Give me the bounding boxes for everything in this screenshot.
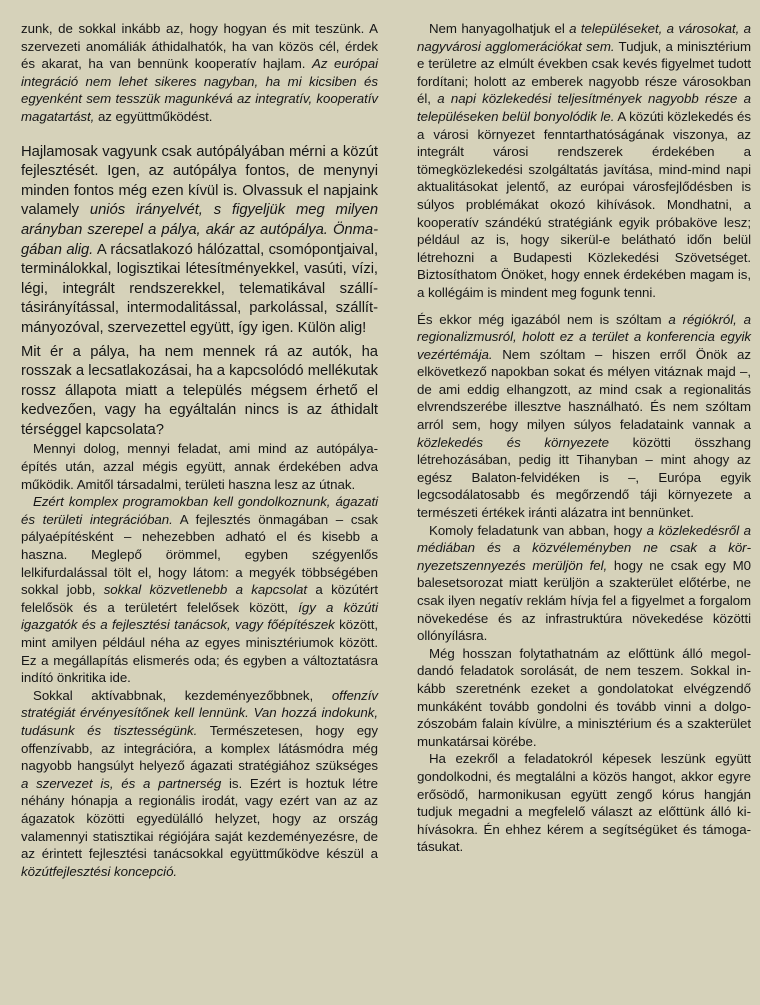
text-run: A fejlesztés önmagában – csak pályaépítésként – nehezebben adható el és kisebb a haszna. Meglepő örömmel, egyben szégyenlős lelkifurdalással tölt el, hogy látom: a megyék többségében sokkal jobb, <box>21 511 378 598</box>
italic-run: közlekedés és környezete <box>417 434 609 450</box>
text-run: Tudjuk, a minisztérium e területre az elmúlt években csak kevés figyelmet tudott fordítani; holott az emberek nagyobb része városokban él, <box>417 38 751 107</box>
paragraph <box>21 493 378 687</box>
text-run: Még hosszan folytathatnám az előttünk álló megoldandó feladatok sorolását, de nem teszem. Sokkal inkább szeretnénk ezeket a gondolatokat elvégzendő munkáként tovább gondolni és tovább vinni a dolgozószobám falain kívülre, a minisztérium és a szakterület munkatársai körébe. <box>417 645 751 749</box>
text-run: Mit ér a pálya, ha nem mennek rá az autók, ha rosszak a lecsatlakozásai, ha a kapcsolódó mellékutak rossz állapota miatt a település mégsem érhető el kedvezően, vagy ha egyáltalán nincs is az áthidalt térséggel kapcsolata? <box>21 343 378 438</box>
italic-run: Ezért komplex programokban kell gondolkoznunk, ágazati és területi integrációban. <box>21 494 378 527</box>
text-run: Sokkal aktívabbnak, kezdeményezőbbnek, <box>33 687 332 703</box>
text-run: Ha ezekről a feladatokról képesek leszünk együtt gondolkodni, és megtalálni a közös hangot, akkor egyre erősödő, harmonikusan együtt zengő kórus hangján tudjuk megadni a megfelelő választ az előttünk álló kihívásokra. Én ehhez kérem a segítségüket és támogatásukat. <box>417 751 751 855</box>
paragraph <box>417 750 751 856</box>
text-run: A rácsatlakozó hálózattal, csomópontjaival, terminálokkal, logisztikai létesítményekkel, vasúti, vízi, légi, integrált rendszerekkel, telematikával szállításirányítással, intermodalitással, parkolással, szállítmányozóval, szervezettel együtt, így igen. Külön alig! <box>21 241 378 336</box>
italic-run: a közlekedésről a médiában és a közvéleményben ne csak a környezetszennyezés merüljön fel, <box>417 522 751 573</box>
paragraph <box>21 687 378 881</box>
right-column <box>417 20 751 856</box>
italic-run: a napi közlekedési teljesítmények nagyobb része a településeken belül bonyolódik le. <box>417 91 751 124</box>
italic-run: közútfejlesztési koncepció. <box>21 863 178 879</box>
left-column <box>21 20 378 880</box>
text-run: is. Ezért is hoztuk létre néhány hónapja a regionális irodát, vagy ezért van az az ágazatok közötti egyedülálló helyzet, hogy az ország valamennyi statisztikai régiójára saját kezdeményezésre, de az érintett fejlesztési tanácsokkal együttműködve készül a <box>21 775 378 862</box>
text-run: Nem szóltam – hiszen erről Önök az elkövetkező napokban sokat és mélyen vitáznak majd –, de ami eddig elhangzott, az mind csak a regionalitás elvrendszerébe illesztve használható. És nem szóltam arról sem, hogy milyen súlyos feladataink vannak a <box>417 346 751 433</box>
paragraph <box>21 343 378 441</box>
italic-run: így a közúti igazgatók és a fejlesztési tanácsok, vagy főépítészek <box>21 599 378 633</box>
text-run: Nem hanyagolhatjuk el <box>429 21 570 36</box>
paragraph <box>21 143 378 339</box>
text-run: között, mint amilyen például néha az egyes minisztériumok között. Ez a megállapítás elismerés oda; és egyben a változtatásra indító önkritika ide. <box>21 617 378 686</box>
text-run: Komoly feladatunk van abban, hogy <box>429 522 647 538</box>
text-run: És ekkor még igazából nem is szóltam <box>417 311 669 327</box>
text-run: az együttműködést. <box>94 108 213 124</box>
italic-run: uniós irányelvét, s figyeljük meg milyen arányban szerepel a pálya, akár az autópálya. Önmagában alig. <box>21 202 378 258</box>
text-run: Természetesen, hogy egy offenzívabb, az integrációra, a komplex látásmódra még nagyobb hangsúlyt helyező ágazati stratégiához szükséges <box>21 722 379 774</box>
paragraph <box>417 522 751 645</box>
paragraph <box>417 311 751 522</box>
text-run: a közútért felelősök és a területért felelősek között, <box>21 582 378 615</box>
text-run: Mennyi dolog, mennyi feladat, ami mind az autópálya-építés után, azzal mégis együtt, annak érdekében adva működik. Amitől társadalmi, területi haszna lesz az útnak. <box>21 441 378 492</box>
text-run: A közúti közlekedés és a városi környezet fenntarthatóságának viszonya, az integrált városi rendszerek érdekében a tömegközlekedési szolgáltatás javítása, mind-mind napi aktualitásokat jelentő, az európai városfejlődésben is súlyos problémákat okozó kihívások. Mondhatni, a kooperatív szándékú stratégiánk egyik próbaköve lesz; például az is, hogy sikerül-e belátható időn belül létrehozni a Budapesti Közlekedési Szövetséget. Biztosíthatom Önöket, hogy ennek érdekében magam is, a kollégáim is mindent meg fogunk tenni. <box>417 108 751 300</box>
italic-run: a településeket, a városokat, a nagyvárosi agglomerációkat sem. <box>417 21 751 54</box>
paragraph <box>417 20 751 302</box>
text-run: hogy ne csak egy M0 balesetsorozat miatt kerüljön a szakterület előtérbe, ne csak ilyen negatív reklám hívja fel a figyelmet a forgalom növekedése és az infrastruktúra növekedése közötti ollónyílásra. <box>417 557 751 644</box>
italic-run: offenzív stratégiát érvényesítőnek kell lennünk. Van hozzá indokunk, tudásunk és tisztességünk. <box>21 687 378 738</box>
italic-run: Az európai integráció nem lehet sikeres nagyban, ha mi kicsiben és egyenként sem tesszük magunkévá az integratív, kooperatív magatartást, <box>21 56 378 124</box>
italic-run: a régiókról, a regionalizmusról, holott ez a terület a konferencia egyik vezértémája. <box>417 311 751 362</box>
paragraph <box>417 645 751 751</box>
italic-run: a szervezet is, és a partnerség <box>21 775 222 791</box>
paragraph <box>21 440 378 493</box>
paragraph <box>21 20 378 126</box>
text-run: Hajlamosak vagyunk csak autópályában mérni a közút fejlesztését. Igen, az autópálya fontos, de menynyi minden fontos még ezen kívül is. Olvassuk el napjaink valamely <box>21 143 378 219</box>
text-run: zunk, de sokkal inkább az, hogy hogyan és mit teszünk. A szervezeti anomáliák áthidalhatók, ha van közös cél, érdek és akarat, ha van bennünk kooperatív hajlam. <box>21 21 378 72</box>
italic-run: sokkal közvetlenebb a kapcsolat <box>103 582 308 598</box>
text-run: közötti összhang létrehozásában, pedig itt Tihanyban – mint ahogy az egész Balaton-felvidéken is –, Európa egyik legcsodálatosabb és megőrzendő táji környezete a természeti értékek iránti alázatra int bennünket. <box>417 434 751 521</box>
